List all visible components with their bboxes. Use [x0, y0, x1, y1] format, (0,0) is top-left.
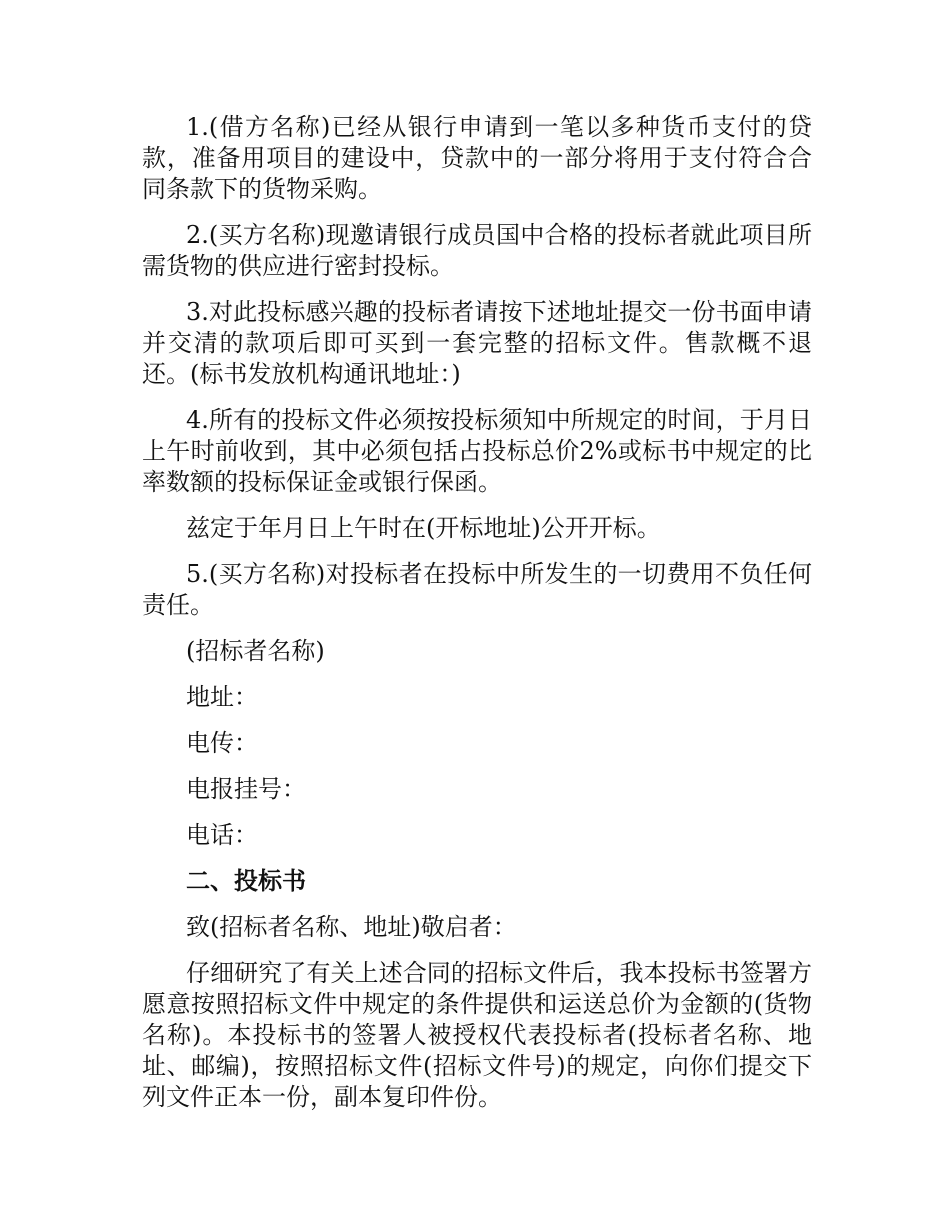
paragraph-5-costs: 5.(买方名称)对投标者在投标中所发生的一切费用不负任何责任。: [142, 560, 812, 619]
letter-salutation: 致(招标者名称、地址)敬启者：: [186, 913, 517, 941]
tenderer-name-line: (招标者名称): [186, 637, 325, 665]
section-heading-bid-letter: 二、投标书: [186, 867, 306, 895]
cable-address-line: 电报挂号：: [186, 775, 306, 803]
paragraph-opening-time: 兹定于年月日上午时在(开标地址)公开开标。: [186, 514, 661, 542]
address-line: 地址：: [186, 683, 258, 711]
paragraph-2-invitation: 2.(买方名称)现邀请银行成员国中合格的投标者就此项目所需货物的供应进行密封投标。: [142, 221, 812, 280]
telex-line: 电传：: [186, 729, 258, 757]
paragraph-4-deadline: 4.所有的投标文件必须按投标须知中所规定的时间，于月日上午时前收到，其中必须包括占投标总价2%或标书中规定的比率数额的投标保证金或银行保函。: [142, 406, 812, 496]
telephone-line: 电话：: [186, 821, 258, 849]
paragraph-3-application: 3.对此投标感兴趣的投标者请按下述地址提交一份书面申请并交清的款项后即可买到一套完整的招标文件。售款概不退还。(标书发放机构通讯地址：): [142, 298, 812, 388]
paragraph-1-loan-notice: 1.(借方名称)已经从银行申请到一笔以多种货币支付的贷款，准备用项目的建设中，贷款中的一部分将用于支付符合合同条款下的货物采购。: [142, 113, 812, 203]
letter-body: 仔细研究了有关上述合同的招标文件后，我本投标书签署方愿意按照招标文件中规定的条件提供和运送总价为金额的(货物名称)。本投标书的签署人被授权代表投标者(投标者名称、地址、邮编)，按照招标文件(招标文件号)的规定，向你们提交下列文件正本一份，副本复印件份。: [142, 959, 812, 1111]
document-page: [142, 112, 812, 1128]
